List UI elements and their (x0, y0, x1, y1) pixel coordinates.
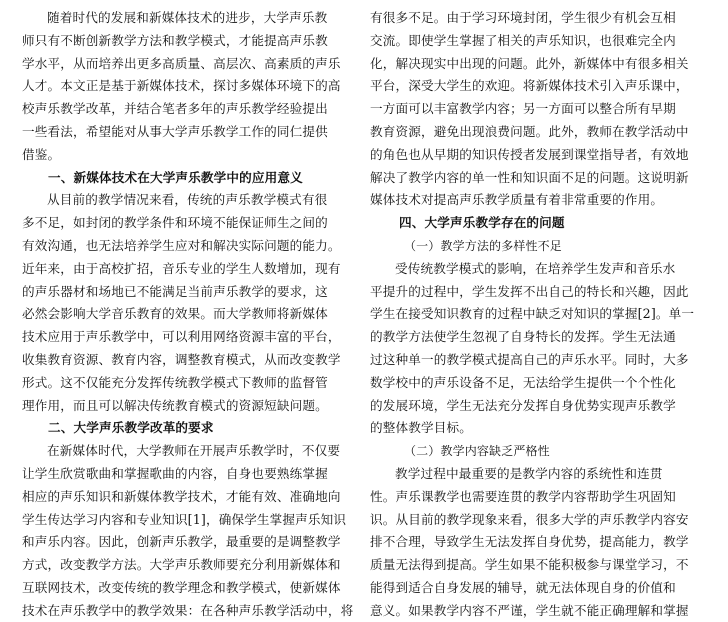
text-line: 交流。即使学生掌握了相关的声乐知识，也很难完全内 (370, 32, 676, 48)
text-line: 借鉴。 (22, 146, 61, 162)
section-heading: 四、大学声乐教学存在的问题 (399, 215, 565, 231)
section-heading: 一、新媒体技术在大学声乐教学中的应用意义 (48, 169, 303, 185)
text-line: 技术在声乐教学中的教学效果：在各种声乐教学活动中，将 (22, 602, 354, 618)
text-line: 从目前的教学情况来看，传统的声乐教学模式有很 (47, 192, 328, 208)
text-line: 有很多不足。由于学习环境封闭，学生很少有机会互相 (370, 10, 676, 25)
text-line: 识。从目前的教学现象来看，很多大学的声乐教学内容安 (370, 511, 689, 527)
text-line: 收集教育资源、教育内容，调整教育模式，从而改变教学 (22, 352, 341, 367)
text-line: 随着时代的发展和新媒体技术的进步，大学声乐教 (47, 10, 328, 25)
text-line: 的整体教学目标。 (370, 420, 472, 436)
text-line: 学水平，从而培养出更多高质量、高层次、高素质的声乐 (22, 55, 341, 71)
text-line: 平提升的过程中，学生发挥不出自己的特长和兴趣，因此 (370, 283, 689, 299)
text-line: 媒体技术对提高声乐教学质量有着非常重要的作用。 (370, 192, 664, 208)
text-line: 质量无法得到提高。学生如果不能积极参与课堂学习，不 (370, 557, 689, 573)
text-line: 和声乐内容。因此，创新声乐教学，最重要的是调整教学 (22, 534, 341, 550)
text-line: 能得到适合自身发展的辅导，就无法体现自身的价值和 (370, 580, 676, 595)
text-line: 一方面可以丰富教学内容；另一方面可以整合所有早期 (370, 101, 676, 117)
text-line: 在新媒体时代，大学教师在开展声乐教学时，不仅要 (47, 443, 341, 459)
text-line: 的发展环境，学生无法充分发挥自身优势实现声乐教学 (370, 397, 676, 413)
text-line: 方式，改变教学方法。大学声乐教师要充分利用新媒体和 (22, 557, 341, 573)
text-line: 过这种单一的教学模式提高自己的声乐水平。同时，大多 (370, 352, 689, 367)
text-line: 意义。如果教学内容不严谨，学生就不能正确理解和掌握 (370, 602, 689, 618)
text-line: 让学生欣赏歌曲和掌握歌曲的内容，自身也要熟练掌握 (22, 466, 328, 481)
text-line: 解决了教学内容的单一性和知识面不足的问题。这说明新 (370, 169, 689, 185)
text-line: 形式。这不仅能充分发挥传统教学模式下教师的监督管 (22, 374, 328, 390)
text-line: 的角色也从早期的知识传授者发展到课堂指导者，有效地 (370, 146, 689, 162)
text-line: 性。声乐课教学也需要连贯的教学内容帮助学生巩固知 (370, 488, 676, 504)
text-line: 互联网技术，改变传统的教学理念和教学模式，使新媒体 (22, 580, 341, 595)
text-line: 受传统教学模式的影响，在培养学生发声和音乐水 (395, 260, 676, 276)
section-heading: 二、大学声乐教学改革的要求 (48, 420, 214, 436)
text-line: 技术应用于声乐教学中，可以利用网络资源丰富的平台， (22, 329, 341, 345)
text-line: 必然会影响大学音乐教育的效果。而大学教师将新媒体 (22, 306, 328, 322)
text-line: 化，解决现实中出现的问题。此外，新媒体中有很多相关 (370, 55, 689, 71)
subsection-heading: （二）教学内容缺乏严格性 (404, 444, 550, 459)
text-line: 平台，深受大学生的欢迎。将新媒体技术引入声乐课中， (370, 78, 689, 94)
text-line: 理作用，而且可以解决传统教育模式的资源短缺问题。 (22, 397, 328, 413)
subsection-heading: （一）教学方法的多样性不足 (404, 239, 562, 253)
text-line: 近年来，由于高校扩招，音乐专业的学生人数增加，现有 (22, 260, 341, 276)
text-line: 数学校中的声乐设备不足，无法给学生提供一个个性化 (370, 374, 676, 390)
text-line: 校声乐教学改革，并结合笔者多年的声乐教学经验提出 (22, 101, 328, 117)
text-line: 人才。本文正是基于新媒体技术，探讨多媒体环境下的高 (22, 78, 341, 94)
text-line: 的声乐器材和场地已不能满足当前声乐教学的要求，这 (22, 283, 328, 299)
text-line: 相应的声乐知识和新媒体教学技术，才能有效、准确地向 (22, 488, 341, 504)
text-line: 师只有不断创新教学方法和教学模式，才能提高声乐教 (22, 32, 328, 48)
text-line: 学生传达学习内容和专业知识[1]，确保学生掌握声乐知识 (22, 511, 347, 527)
text-line: 一些看法，希望能对从事大学声乐教学工作的同仁提供 (22, 124, 328, 139)
text-line: 有效沟通，也无法培养学生应对和解决实际问题的能力。 (22, 238, 341, 253)
text-line: 教学过程中最重要的是教学内容的系统性和连贯 (395, 466, 663, 481)
text-line: 多不足，如封闭的教学条件和环境不能保证师生之间的 (22, 215, 328, 231)
text-line: 学生在接受知识教育的过程中缺乏对知识的掌握[2]。单一 (370, 306, 695, 322)
text-line: 的教学方法使学生忽视了自身特长的发挥。学生无法通 (370, 329, 676, 345)
text-line: 排不合理，导致学生无法发挥自身优势，提高能力，教学 (370, 534, 689, 550)
text-line: 教育资源，避免出现浪费问题。此外，教师在教学活动中 (370, 124, 689, 139)
